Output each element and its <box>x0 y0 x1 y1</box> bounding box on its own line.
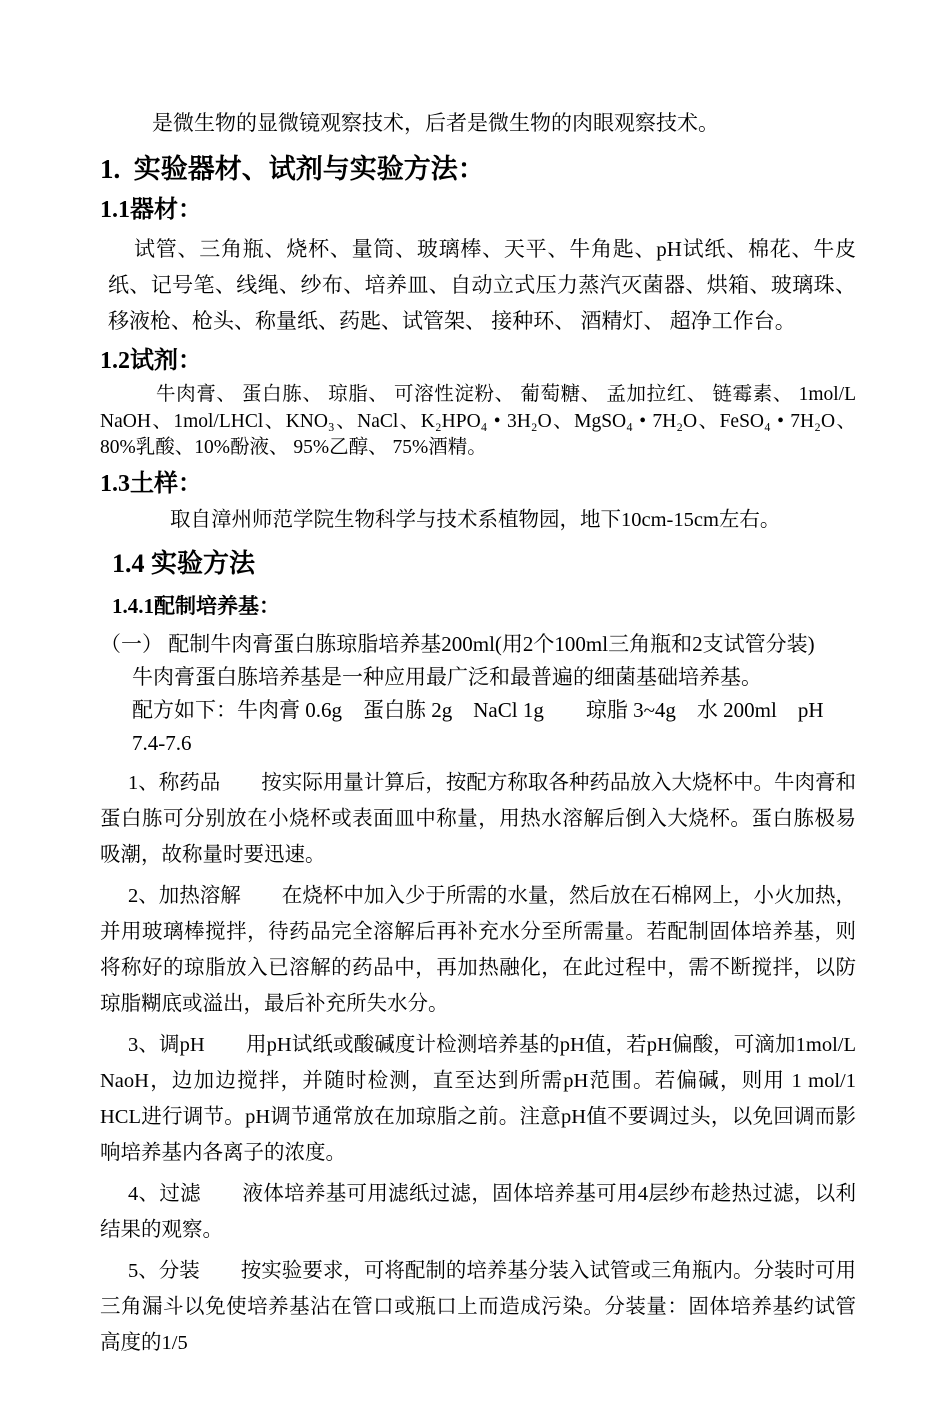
soil-sample-heading: 1.3土样： <box>100 470 202 497</box>
recipe-formula: 配方如下：牛肉膏 0.6g 蛋白胨 2g NaCl 1g 琼脂 3~4g 水 200ml pH 7.4-7.6 <box>132 697 829 755</box>
equipment-heading: 1.1器材： <box>100 197 202 223</box>
step-weigh-drugs: 1、称药品 按实际用量计算后，按配方称取各种药品放入大烧杯中。牛肉膏和蛋白胨可分别放在小烧杯或表面皿中称量，用热水溶解后倒入大烧杯。蛋白胨极易吸潮，故称量时要迅速。 <box>100 771 856 866</box>
step-filter: 4、过滤 液体培养基可用滤纸过滤，固体培养基可用4层纱布趁热过滤，以利结果的观察。 <box>100 1182 856 1241</box>
section-1-heading: 1. 实验器材、试剂与实验方法： <box>100 154 485 184</box>
intro-paragraph: 是微生物的显微镜观察技术，后者是微生物的肉眼观察技术。 <box>152 111 719 135</box>
step-heat-dissolve: 2、加热溶解 在烧杯中加入少于所需的水量，然后放在石棉网上，小火加热，并用玻璃棒搅拌，待药品完全溶解后再补充水分至所需量。若配制固体培养基，则将称好的琼脂放入已溶解的药品中，再加热融化，在此过程中，需不断搅拌，以防琼脂糊底或溢出，最后补充所失水分。 <box>100 884 856 1015</box>
step-dispense: 5、分装 按实验要求，可将配制的培养基分装入试管或三角瓶内。分装时可用三角漏斗以免使培养基沾在管口或瓶口上而造成污染。分装量：固体培养基约试管高度的1/5 <box>100 1259 856 1354</box>
reagents-list: 牛肉膏、 蛋白胨、 琼脂、 可溶性淀粉、 葡萄糖、 孟加拉红、 链霉素、 1mol/L NaOH、1mol/LHCl、KNO₃、NaCl、K₂HPO₄ • 3H₂O、MgSO₄ • 7H₂O、FeSO₄ • 7H₂O、80%乳酸、10%酚液、 95%乙醇、 75%酒精。 <box>100 384 861 458</box>
soil-sample-paragraph: 取自漳州师范学院生物科学与技术系植物园，地下10cm-15cm左右。 <box>170 508 781 531</box>
reagents-heading: 1.2试剂： <box>100 348 202 374</box>
media-prep-heading: 1.4.1配制培养基： <box>112 593 280 618</box>
recipe-description: 牛肉膏蛋白胨培养基是一种应用最广泛和最普遍的细菌基础培养基。 <box>132 664 762 689</box>
step-adjust-ph: 3、调pH 用pH试纸或酸碱度计检测培养基的pH值，若pH偏酸，可滴加1mol/L NaoH，边加边搅拌，并随时检测，直至达到所需pH范围。若偏碱，则用 1 mol/1 HCL进行调节。pH调节通常放在加琼脂之前。注意pH值不要调过头，以免回调而影响培养基内各离子的浓度。 <box>100 1033 862 1164</box>
methods-heading: 1.4 实验方法 <box>112 548 256 578</box>
equipment-list: 试管、三角瓶、烧杯、量筒、玻璃棒、天平、牛角匙、pH试纸、棉花、牛皮纸、记号笔、线绳、纱布、培养皿、自动立式压力蒸汽灭菌器、烘箱、玻璃珠、移液枪、枪头、称量纸、药匙、试管架、 接种环、 酒精灯、 超净工作台。 <box>108 237 856 333</box>
recipe-title: （一） 配制牛肉膏蛋白胨琼脂培养基200ml(用2个100ml三角瓶和2支试管分装) <box>100 631 815 656</box>
